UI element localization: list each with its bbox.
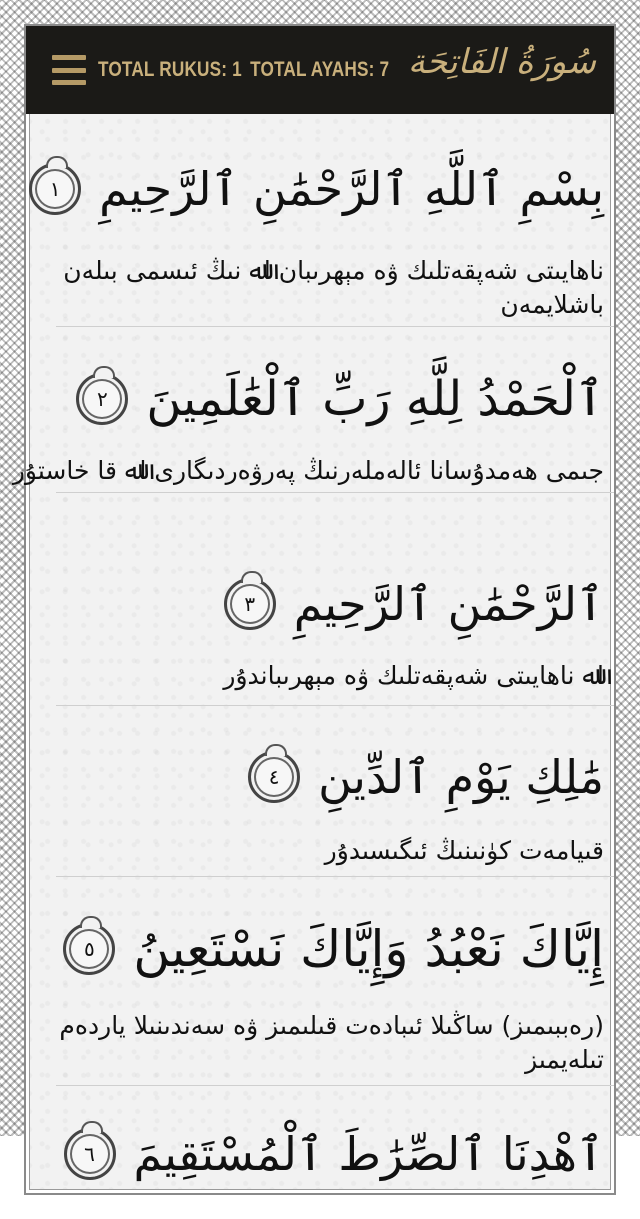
verse-translation: قىيامەت كۈنىنىڭ ئىگىسىدۇر [324,836,604,865]
page-content[interactable] [12,24,616,1195]
surah-title: سُورَةُ الفَاتِحَة [407,42,596,82]
verse-item[interactable] [26,549,614,719]
verse-item[interactable] [12,344,614,549]
verse-item[interactable] [26,114,614,344]
verse-translation: ناھايىتى شەپقەتلىك ۋە مېھرىبان اﷲ نىڭ ئىسمى بىلەن باشلايمەن [63,256,604,319]
ayah-number-marker-icon: ٢ [76,373,128,425]
total-ayahs-label: TOTAL AYAHS: 7 [250,58,390,81]
verse-item[interactable] [26,719,614,889]
verse-arabic-text: بِسْمِ ٱللَّهِ ٱلرَّحْمَٰنِ ٱلرَّحِيمِ [99,162,604,216]
surah-stats [98,58,389,82]
ayah-number-marker-icon: ٤ [248,751,300,803]
verse-arabic-text: ٱلرَّحْمَٰنِ ٱلرَّحِيمِ [293,577,604,631]
divider [56,326,614,327]
total-rukus-label: TOTAL RUKUS: 1 [98,58,242,81]
divider [56,1085,614,1086]
hamburger-menu-icon[interactable] [52,55,86,85]
verse-arabic-text: ٱهْدِنَا ٱلصِّرَٰطَ ٱلْمُسْتَقِيمَ [133,1127,604,1181]
verse-arabic-text: ٱلْحَمْدُ لِلَّهِ رَبِّ ٱلْعَٰلَمِينَ [146,371,604,427]
ayah-number-marker-icon: ٦ [64,1128,116,1180]
top-bar [26,26,614,114]
verse-item[interactable] [26,889,614,1099]
verse-list[interactable] [12,114,614,1219]
verse-item[interactable] [26,1099,614,1219]
ayah-number-marker-icon: ٥ [63,923,115,975]
ayah-number-marker-icon: ١ [29,163,81,215]
verse-arabic-text: إِيَّاكَ نَعْبُدُ وَإِيَّاكَ نَسْتَعِينُ [133,920,604,978]
verse-translation: (رەببىمىز) ساڭىلا ئىبادەت قىلىمىز ۋە سەندىنىلا ياردەم تىلەيمىز [59,1011,604,1074]
ayah-number-marker-icon: ٣ [224,578,276,630]
divider [56,876,614,877]
verse-translation: جىمى ھەمدۇسانا ئالەملەرنىڭ پەرۋەردىگارى اﷲ قا خاستۇر [12,456,604,485]
verse-arabic-text: مَٰلِكِ يَوْمِ ٱلدِّينِ [318,749,604,804]
verse-translation: اﷲ ناھايىتى شەپقەتلىك ۋە مېھرىباندۇر [223,661,604,690]
divider [56,705,614,706]
divider [56,492,614,493]
